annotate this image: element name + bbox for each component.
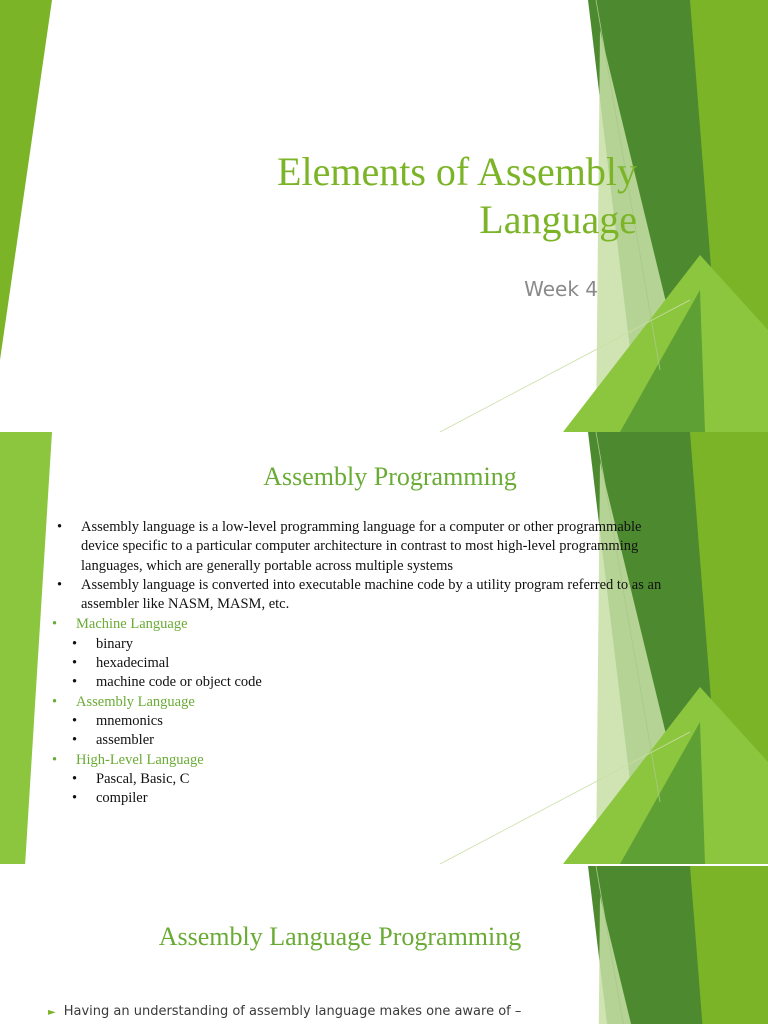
slide-2-body [52, 518, 742, 808]
sub-item [52, 789, 742, 808]
category-heading [52, 615, 742, 634]
sub-item-label: mnemonics [96, 712, 163, 729]
sub-item-label: compiler [96, 790, 148, 807]
slide-3-bullet [48, 1004, 708, 1019]
sub-item [52, 770, 742, 789]
bullet-item [52, 576, 742, 615]
bullet-marker: • [72, 655, 78, 672]
category-label: Assembly Language [76, 693, 195, 710]
bullet-marker: • [72, 732, 78, 749]
bullet-line: Assembly language is converted into executable machine code by a utility program referred to as an [81, 576, 662, 593]
left-green-shape [0, 0, 52, 360]
arrow-bullet-icon: ► [48, 1007, 56, 1018]
bullet-line: assembler like NASM, MASM, etc. [81, 596, 290, 613]
sub-item-label: machine code or object code [96, 674, 262, 691]
category-label: High-Level Language [76, 751, 204, 768]
sub-item [52, 712, 742, 731]
title-line: Elements of Assembly [277, 149, 637, 194]
category-heading [52, 693, 742, 712]
bullet-marker: • [72, 674, 78, 691]
bullet-marker: • [57, 576, 63, 593]
sub-item-label: binary [96, 635, 134, 652]
sub-item [52, 654, 742, 673]
category-heading [52, 751, 742, 770]
bullet-marker: • [72, 770, 78, 787]
bullet-line: Assembly language is a low-level programming language for a computer or other programmable [81, 519, 642, 535]
slide-1-subtitle: Week 4 [524, 277, 598, 301]
slide-1-title [200, 148, 637, 244]
sub-item [52, 673, 742, 692]
bullet-text: Having an understanding of assembly language makes one aware of – [63, 1004, 522, 1019]
bullet-marker: • [52, 616, 58, 633]
bullet-line: device specific to a particular computer architecture in contrast to most high-level programming [81, 538, 639, 555]
slide-2-title: Assembly Programming [263, 462, 517, 491]
title-line: Language [479, 197, 637, 242]
bullet-marker: • [72, 635, 78, 652]
slide-assembly-programming [0, 432, 768, 866]
slide-assembly-language-programming [0, 866, 768, 1024]
slide-3-title: Assembly Language Programming [158, 922, 522, 951]
bullet-marker: • [72, 790, 78, 807]
bullet-marker: • [52, 693, 58, 710]
sub-item [52, 731, 742, 750]
sub-item-label: hexadecimal [96, 655, 170, 672]
bullet-marker: • [52, 751, 58, 768]
bullet-item [52, 518, 742, 576]
sub-item [52, 635, 742, 654]
bullet-marker: • [57, 519, 63, 535]
right-mid-band [690, 866, 768, 1024]
slide-title [0, 0, 768, 432]
bullet-marker: • [72, 712, 78, 729]
category-label: Machine Language [76, 616, 188, 633]
sub-item-label: assembler [96, 732, 154, 749]
bullet-line: languages, which are generally portable across multiple systems [81, 557, 454, 574]
left-green-shape [0, 432, 52, 864]
sub-item-label: Pascal, Basic, C [96, 770, 190, 787]
